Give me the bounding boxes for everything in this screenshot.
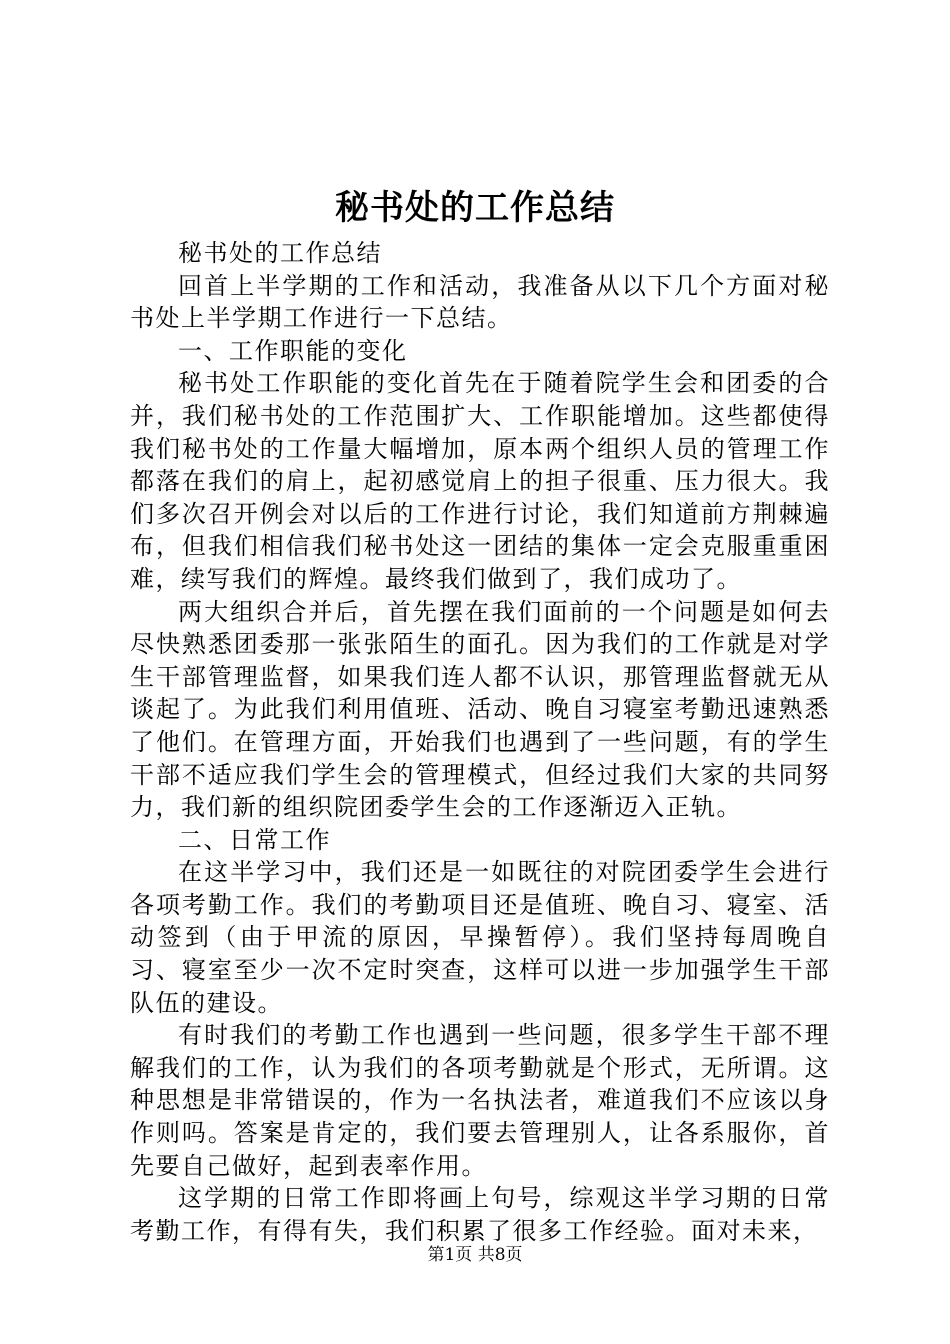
section-heading-1: 一、工作职能的变化 <box>178 336 408 365</box>
paragraph-problems: 有时我们的考勤工作也遇到一些问题，很多学生干部不理解我们的工作，认为我们的各项考勤就是个形式，无所谓。这种思想是非常错误的，作为一名执法者，难道我们不应该以身作则吗。答案是肯定的，我们要去管理别人，让各系服你，首先要自己做好，起到表率作用。 <box>130 1021 830 1180</box>
paragraph-heading-repeat: 秘书处的工作总结 <box>178 239 382 267</box>
section-heading-2: 二、日常工作 <box>178 825 331 854</box>
document-body <box>130 237 830 1247</box>
page-footer: 第1页 共8页 <box>427 1245 523 1265</box>
paragraph-intro: 回首上半学期的工作和活动，我准备从以下几个方面对秘书处上半学期工作进行一下总结。 <box>130 271 830 333</box>
document-title: 秘书处的工作总结 <box>335 188 615 228</box>
paragraph-summary: 这学期的日常工作即将画上句号，综观这半学习期的日常考勤工作，有得有失，我们积累了很多工作经验。面对未来， <box>130 1184 830 1245</box>
paragraph-merge: 两大组织合并后，首先摆在我们面前的一个问题是如何去尽快熟悉团委那一张张陌生的面孔。因为我们的工作就是对学生干部管理监督，如果我们连人都不认识，那管理监督就无从谈起了。为此我们利用值班、活动、晚自习寝室考勤迅速熟悉了他们。在管理方面，开始我们也遇到了一些问题，有的学生干部不适应我们学生会的管理模式，但经过我们大家的共同努力，我们新的组织院团委学生会的工作逐渐迈入正轨。 <box>130 597 830 822</box>
paragraph-attendance: 在这半学习中，我们还是一如既往的对院团委学生会进行各项考勤工作。我们的考勤项目还是值班、晚自习、寝室、活动签到（由于甲流的原因，早操暂停）。我们坚持每周晚自习、寝室至少一次不定时突查，这样可以进一步加强学生干部队伍的建设。 <box>130 858 830 1017</box>
paragraph-function-change: 秘书处工作职能的变化首先在于随着院学生会和团委的合并，我们秘书处的工作范围扩大、工作职能增加。这些都使得我们秘书处的工作量大幅增加，原本两个组织人员的管理工作都落在我们的肩上，起初感觉肩上的担子很重、压力很大。我们多次召开例会对以后的工作进行讨论，我们知道前方荆棘遍布，但我们相信我们秘书处这一团结的集体一定会克服重重困难，续写我们的辉煌。最终我们做到了，我们成功了。 <box>130 369 830 593</box>
